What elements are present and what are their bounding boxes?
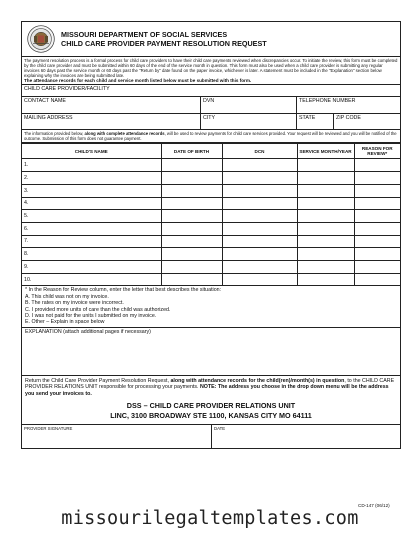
reason-c: C. I provided more units of care than the child was authorized. xyxy=(25,306,171,313)
table-row xyxy=(22,248,400,261)
date-of-birth-cell[interactable] xyxy=(161,222,222,235)
children-table xyxy=(22,143,400,286)
return-text-bold-1: along with attendance records for the child(ren)/month(s) in question xyxy=(170,377,345,384)
missouri-seal-icon xyxy=(27,25,55,53)
date-of-birth-cell[interactable] xyxy=(161,159,222,172)
table-row xyxy=(22,222,400,235)
reason-cell[interactable] xyxy=(354,273,400,286)
child-name-cell[interactable] xyxy=(22,248,161,261)
row-number: 3. xyxy=(24,187,29,194)
table-row xyxy=(22,273,400,286)
table-row xyxy=(22,184,400,197)
state-label: STATE xyxy=(299,115,316,122)
date-field[interactable] xyxy=(212,425,400,448)
state-field[interactable] xyxy=(297,114,334,129)
reason-cell[interactable] xyxy=(354,159,400,172)
reason-e: E. Other – Explain in space below xyxy=(25,319,105,326)
dcn-cell[interactable] xyxy=(222,222,297,235)
date-of-birth-cell[interactable] xyxy=(161,260,222,273)
col-childs-name: CHILD'S NAME xyxy=(22,144,161,159)
form-code: CD-147 (06/12) xyxy=(358,503,390,508)
form-header xyxy=(22,22,400,57)
provider-signature-field[interactable] xyxy=(22,425,212,448)
dvn-label: DVN xyxy=(203,98,215,105)
col-reason-for-review: REASON FOR REVIEW* xyxy=(354,144,400,159)
table-row xyxy=(22,210,400,223)
dcn-cell[interactable] xyxy=(222,248,297,261)
telephone-field[interactable] xyxy=(297,97,400,113)
provider-label: CHILD CARE PROVIDER/FACILITY xyxy=(24,86,110,93)
row-number: 5. xyxy=(24,213,29,220)
child-name-cell[interactable] xyxy=(22,260,161,273)
intro-bold-note: The attendance records for each child and service month listed below must be submitted with this form. xyxy=(24,78,252,84)
dcn-cell[interactable] xyxy=(222,197,297,210)
table-row xyxy=(22,172,400,185)
signature-row xyxy=(22,425,400,448)
agency-name: MISSOURI DEPARTMENT OF SOCIAL SERVICES xyxy=(61,30,228,39)
city-label: CITY xyxy=(203,115,216,122)
telephone-label: TELEPHONE NUMBER xyxy=(299,98,356,105)
reason-cell[interactable] xyxy=(354,235,400,248)
info-note-part-2: , will be used to review payments for child care services provided. Your request will be reviewed and you will be notified of the outcome. Submission of this form does not guarantee payment. xyxy=(24,131,397,142)
info-note-bold: along with complete attendance records xyxy=(84,131,165,137)
child-name-cell[interactable] xyxy=(22,184,161,197)
dvn-field[interactable] xyxy=(201,97,297,113)
col-service-month: SERVICE MONTH/YEAR xyxy=(297,144,354,159)
row-number: 4. xyxy=(24,200,29,207)
reason-cell[interactable] xyxy=(354,210,400,223)
dcn-cell[interactable] xyxy=(222,172,297,185)
intro-paragraph: The payment resolution process is a formal process for child care providers to have their child care payments reviewed when discrepancies occur. To initiate the review, this form must be completed by the child care provider and must be submitted within 60 days of the end of the service month in question. This form must also be used when a child care provider is submitting any regular invoices 60 days past the service month or 60 days past the "Return by" date found on the paper invoice, whichever is later. A statement must be included in the "Explanation" section below explaining why the invoices are being submitted late. xyxy=(24,58,398,79)
reason-cell[interactable] xyxy=(354,248,400,261)
child-name-cell[interactable] xyxy=(22,235,161,248)
intro-text xyxy=(22,57,400,85)
info-note xyxy=(22,130,400,143)
service-month-cell[interactable] xyxy=(297,248,354,261)
zip-code-field[interactable] xyxy=(334,114,400,129)
child-name-cell[interactable] xyxy=(22,273,161,286)
provider-signature-label: PROVIDER SIGNATURE xyxy=(24,426,73,431)
form-title: CHILD CARE PROVIDER PAYMENT RESOLUTION REQUEST xyxy=(61,39,267,48)
dcn-cell[interactable] xyxy=(222,235,297,248)
table-row xyxy=(22,260,400,273)
row-number: 8. xyxy=(24,251,29,258)
unit-name: DSS – CHILD CARE PROVIDER RELATIONS UNIT xyxy=(126,401,296,410)
reason-codes xyxy=(22,286,400,327)
dcn-cell[interactable] xyxy=(222,260,297,273)
date-label: DATE xyxy=(214,426,226,431)
row-number: 2. xyxy=(24,175,29,181)
child-name-cell[interactable] xyxy=(22,197,161,210)
return-text-bold-2: NOTE: The address you choose in the drop down menu will be the address you send your invoices to. xyxy=(25,384,389,397)
row-number: 7. xyxy=(24,238,29,245)
table-row xyxy=(22,235,400,248)
explanation-label: EXPLANATION (attach additional pages if necessary) xyxy=(25,328,151,335)
service-month-cell[interactable] xyxy=(297,159,354,172)
child-name-cell[interactable] xyxy=(22,222,161,235)
date-of-birth-cell[interactable] xyxy=(161,184,222,197)
date-of-birth-cell[interactable] xyxy=(161,248,222,261)
reason-intro: * In the Reason for Review column, enter the letter that best describes the situation: xyxy=(25,287,222,294)
address-row xyxy=(22,114,400,130)
mailing-address-field[interactable] xyxy=(22,114,201,129)
child-name-cell[interactable] xyxy=(22,159,161,172)
date-of-birth-cell[interactable] xyxy=(161,273,222,286)
date-of-birth-cell[interactable] xyxy=(161,210,222,223)
dcn-cell[interactable] xyxy=(222,159,297,172)
dcn-cell[interactable] xyxy=(222,273,297,286)
reason-cell[interactable] xyxy=(354,172,400,185)
child-name-cell[interactable] xyxy=(22,172,161,185)
provider-row xyxy=(22,85,400,97)
reason-d: D. I was not paid for the units I submitted on my invoice. xyxy=(25,312,157,319)
reason-cell[interactable] xyxy=(354,184,400,197)
site-watermark: missourilegaltemplates.com xyxy=(61,508,359,529)
reason-cell[interactable] xyxy=(354,222,400,235)
dcn-cell[interactable] xyxy=(222,210,297,223)
col-date-of-birth: DATE OF BIRTH xyxy=(161,144,222,159)
row-number: 6. xyxy=(24,225,29,232)
service-month-cell[interactable] xyxy=(297,197,354,210)
zip-code-label: ZIP CODE xyxy=(336,115,361,122)
table-body xyxy=(22,159,400,286)
payment-resolution-form xyxy=(21,21,401,449)
reason-a: A. This child was not on my invoice. xyxy=(25,293,109,300)
service-month-cell[interactable] xyxy=(297,235,354,248)
return-text-2: , to the CHILD CARE PROVIDER RELATIONS UNIT responsible for processing your payments. xyxy=(25,377,395,391)
service-month-cell[interactable] xyxy=(297,260,354,273)
child-name-cell[interactable] xyxy=(22,210,161,223)
dcn-cell[interactable] xyxy=(222,184,297,197)
unit-address: LINC, 3100 BROADWAY STE 1100, KANSAS CITY MO 64111 xyxy=(110,410,312,420)
service-month-cell[interactable] xyxy=(297,172,354,185)
service-month-cell[interactable] xyxy=(297,273,354,286)
reason-cell[interactable] xyxy=(354,260,400,273)
contact-row xyxy=(22,97,400,114)
info-note-part-1: The information provided below, xyxy=(24,131,85,137)
return-instructions xyxy=(22,376,400,425)
row-number: 1. xyxy=(24,162,29,169)
table-header-row xyxy=(22,144,400,159)
row-number: 10. xyxy=(24,276,32,283)
col-dcn: DCN xyxy=(222,144,297,159)
service-month-cell[interactable] xyxy=(297,184,354,197)
return-text-1: Return the Child Care Provider Payment Resolution Request, xyxy=(25,377,171,384)
table-row xyxy=(22,159,400,172)
contact-name-label: CONTACT NAME xyxy=(24,98,66,105)
date-of-birth-cell[interactable] xyxy=(161,235,222,248)
unit-address-dropdown[interactable] xyxy=(25,401,397,420)
date-of-birth-cell[interactable] xyxy=(161,172,222,185)
city-field[interactable] xyxy=(201,114,297,129)
mailing-address-label: MAILING ADDRESS xyxy=(24,115,73,122)
row-number: 9. xyxy=(24,263,29,270)
service-month-cell[interactable] xyxy=(297,210,354,223)
reason-b: B. The rates on my invoice were incorrect. xyxy=(25,300,124,307)
reason-cell[interactable] xyxy=(354,197,400,210)
provider-field[interactable] xyxy=(22,85,400,96)
explanation-field[interactable] xyxy=(22,328,400,376)
date-of-birth-cell[interactable] xyxy=(161,197,222,210)
contact-name-field[interactable] xyxy=(22,97,201,113)
service-month-cell[interactable] xyxy=(297,222,354,235)
table-row xyxy=(22,197,400,210)
